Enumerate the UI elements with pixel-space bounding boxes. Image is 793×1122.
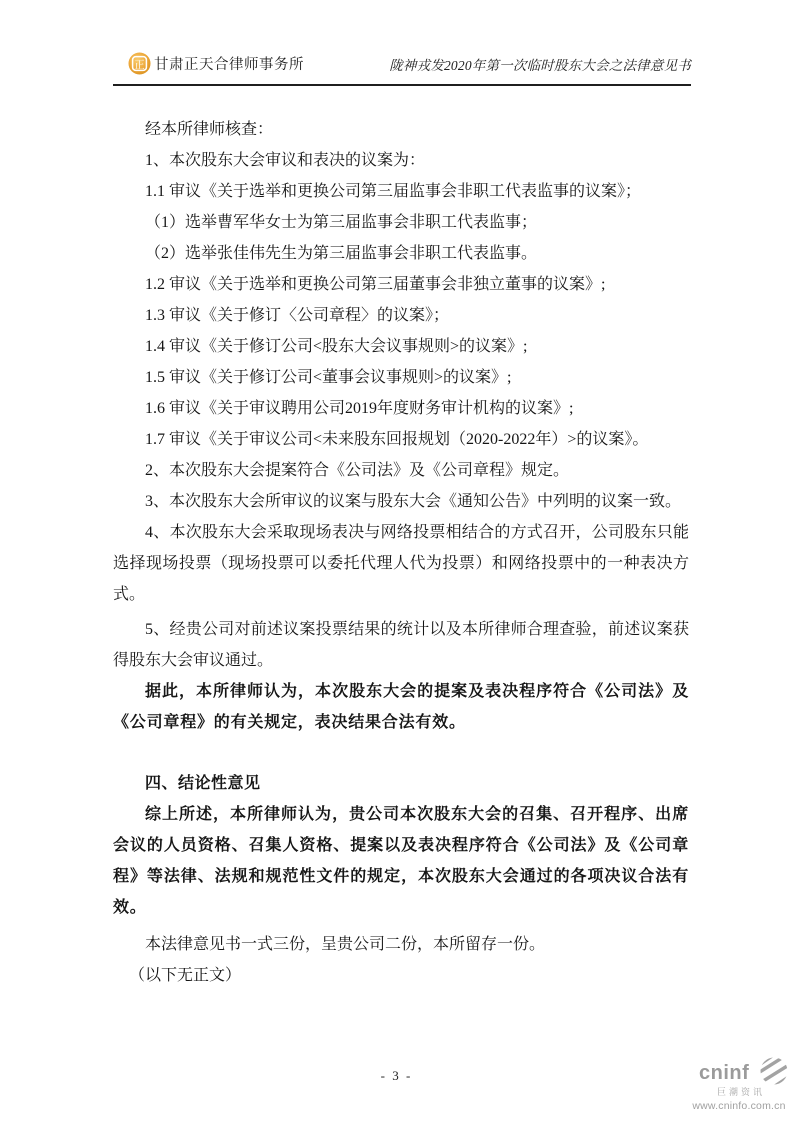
doc-paragraph: 经本所律师核查： (145, 121, 274, 138)
doc-paragraph: 1、本次股东大会审议和表决的议案为： (145, 152, 426, 169)
doc-paragraph: （2）选举张佳伟先生为第三届监事会非职工代表监事。 (145, 245, 538, 262)
law-firm-logo-icon (128, 52, 151, 75)
doc-paragraph: 1.1 审议《关于选举和更换公司第三届监事会非职工代表监事的议案》； (145, 183, 642, 200)
svg-text:正: 正 (134, 59, 145, 71)
cninfo-logo-row (687, 1056, 791, 1088)
doc-paragraph: 1.2 审议《关于选举和更换公司第三届董事会非独立董事的议案》; (145, 276, 606, 293)
doc-paragraph-conclusion: 据此，本所律师认为，本次股东大会的提案及表决程序符合《公司法》及《公司章程》的有关规定，表决结果合法有效。 (113, 683, 689, 731)
doc-paragraph-summary: 综上所述，本所律师认为，贵公司本次股东大会的召集、召开程序、出席会议的人员资格、召集人资格、提案以及表决程序符合《公司法》及《公司章程》等法律、法规和规范性文件的规定，本次股东大会通过的各项决议合法有效。 (113, 806, 689, 916)
cninfo-brand-chinese: 巨潮资讯 (716, 1087, 765, 1097)
page-number: - 3 - (380, 1068, 413, 1083)
doc-paragraph: 1.3 审议《关于修订〈公司章程〉的议案》； (145, 307, 450, 324)
section-heading: 四、结论性意见 (145, 775, 261, 792)
document-body (113, 114, 689, 991)
cninfo-brand-name: cninf (699, 1062, 750, 1084)
doc-paragraph: （1）选举曹军华女士为第三届监事会非职工代表监事； (145, 214, 538, 231)
document-header-title: 陇神戎发2020年第一次临时股东大会之法律意见书 (389, 58, 691, 73)
doc-paragraph: 1.6 审议《关于审议聘用公司2019年度财务审计机构的议案》; (145, 400, 574, 417)
doc-paragraph: 1.4 审议《关于修订公司<股东大会议事规则>的议案》; (145, 338, 528, 355)
law-firm-identity (113, 52, 304, 75)
cninfo-brand-url: www.cninfo.com.cn (692, 1100, 786, 1112)
doc-paragraph-end-note: （以下无正文） (129, 967, 242, 984)
doc-paragraph: 1.7 审议《关于审议公司<未来股东回报规划（2020-2022年）>的议案》。 (145, 431, 649, 448)
doc-paragraph: 2、本次股东大会提案符合《公司法》及《公司章程》规定。 (145, 462, 570, 479)
doc-paragraph: 本法律意见书一式三份，呈贵公司二份，本所留存一份。 (145, 936, 546, 953)
page-header (113, 52, 691, 75)
doc-paragraph: 4、本次股东大会采取现场表决与网络投票相结合的方式召开，公司股东只能选择现场投票（现场投票可以委托代理人代为投票）和网络投票中的一种表决方式。 (113, 524, 689, 603)
doc-paragraph: 5、经贵公司对前述议案投票结果的统计以及本所律师合理查验，前述议案获得股东大会审议通过。 (113, 621, 689, 669)
doc-paragraph: 1.5 审议《关于修订公司<董事会议事规则>的议案》; (145, 369, 512, 386)
doc-paragraph: 3、本次股东大会所审议的议案与股东大会《通知公告》中列明的议案一致。 (145, 493, 682, 510)
header-divider (113, 84, 691, 86)
law-firm-name: 甘肃正天合律师事务所 (154, 57, 304, 73)
cninfo-watermark (687, 1056, 791, 1114)
cninfo-swirl-icon (759, 1056, 789, 1086)
